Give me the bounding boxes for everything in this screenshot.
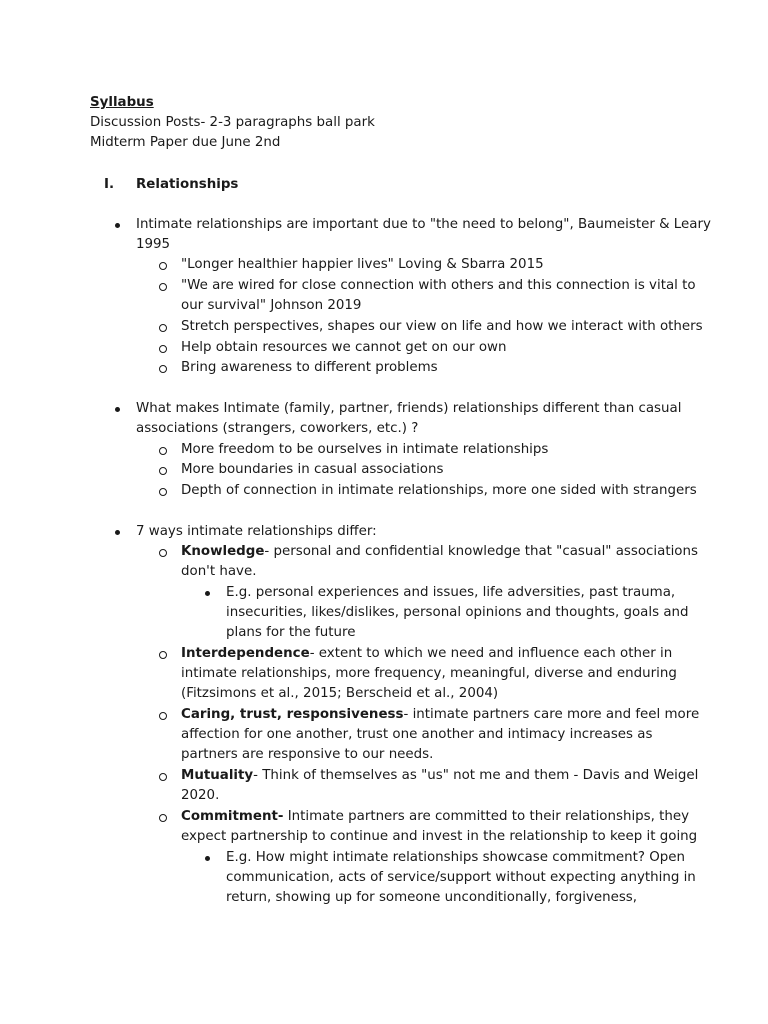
bullet-disc	[115, 223, 120, 228]
caring-term: Caring, trust, responsiveness	[181, 707, 404, 722]
commitment-example-cont: return, showing up for someone unconditionally, forgiveness,	[226, 890, 638, 905]
sub-bullet-circle	[159, 262, 167, 270]
section-numeral: I.	[104, 177, 115, 192]
commitment-cont: expect partnership to continue and invest in the relationship to keep it going	[181, 829, 698, 844]
sub-bullet-circle	[159, 365, 167, 373]
sub-item-cont: our survival" Johnson 2019	[181, 298, 362, 313]
sub-bullet-circle	[159, 345, 167, 353]
sub-bullet-circle	[159, 651, 167, 659]
interdependence-item	[181, 644, 672, 664]
knowledge-item	[181, 542, 698, 562]
knowledge-example-cont: insecurities, likes/dislikes, personal opinions and thoughts, goals and	[226, 605, 689, 620]
bullet-disc	[115, 407, 120, 412]
sub-bullet-circle	[159, 814, 167, 822]
knowledge-text: - personal and confidential knowledge that "casual" associations	[264, 544, 698, 559]
sub-item: "We are wired for close connection with others and this connection is vital to	[181, 278, 696, 293]
sub-bullet-circle	[159, 283, 167, 291]
sub-bullet-circle	[159, 549, 167, 557]
sub-bullet-circle	[159, 467, 167, 475]
discussion-posts-line: Discussion Posts- 2-3 paragraphs ball park	[90, 115, 375, 130]
sub-item: Stretch perspectives, shapes our view on life and how we interact with others	[181, 319, 703, 334]
sub-item: "Longer healthier happier lives" Loving & Sbarra 2015	[181, 257, 544, 272]
caring-item	[181, 705, 699, 725]
bullet-need-to-belong: Intimate relationships are important due to "the need to belong", Baumeister & Leary	[136, 217, 711, 232]
sub-bullet-circle	[159, 447, 167, 455]
knowledge-term: Knowledge	[181, 544, 265, 559]
bullet-intimate-vs-casual: What makes Intimate (family, partner, friends) relationships different than casual	[136, 401, 682, 416]
mutuality-text: - Think of themselves as "us" not me and them - Davis and Weigel	[253, 768, 699, 783]
commitment-example-cont: communication, acts of service/support without expecting anything in	[226, 870, 696, 885]
bullet-seven-ways: 7 ways intimate relationships differ:	[136, 524, 377, 539]
knowledge-cont: don't have.	[181, 564, 257, 579]
interdependence-text: - extent to which we need and influence each other in	[309, 646, 673, 661]
sub-item: Bring awareness to different problems	[181, 360, 438, 375]
sub-bullet-circle	[159, 712, 167, 720]
bullet-disc	[205, 856, 210, 861]
caring-text: - intimate partners care more and feel more	[403, 707, 700, 722]
mutuality-term: Mutuality	[181, 768, 254, 783]
sub-bullet-circle	[159, 324, 167, 332]
sub-item: Depth of connection in intimate relationships, more one sided with strangers	[181, 483, 697, 498]
commitment-text: Intimate partners are committed to their relationships, they	[283, 809, 690, 824]
bullet-disc	[205, 591, 210, 596]
caring-cont: affection for one another, trust one another and intimacy increases as	[181, 727, 653, 742]
interdependence-cont: (Fitzsimons et al., 2015; Berscheid et al., 2004)	[181, 686, 499, 701]
mutuality-item	[181, 766, 698, 786]
midterm-paper-line: Midterm Paper due June 2nd	[90, 135, 281, 150]
syllabus-heading: Syllabus	[90, 95, 154, 110]
commitment-term: Commitment-	[181, 809, 284, 824]
sub-item: Help obtain resources we cannot get on our own	[181, 340, 507, 355]
sub-bullet-circle	[159, 488, 167, 496]
knowledge-example: E.g. personal experiences and issues, life adversities, past trauma,	[226, 585, 676, 600]
mutuality-cont: 2020.	[181, 788, 220, 803]
commitment-item	[181, 807, 689, 827]
bullet-need-to-belong-cont: 1995	[136, 237, 171, 252]
interdependence-cont: intimate relationships, more frequency, meaningful, diverse and enduring	[181, 666, 677, 681]
knowledge-example-cont: plans for the future	[226, 625, 356, 640]
caring-cont: partners are responsive to our needs.	[181, 747, 434, 762]
sub-bullet-circle	[159, 773, 167, 781]
commitment-example: E.g. How might intimate relationships showcase commitment? Open	[226, 850, 685, 865]
section-title: Relationships	[136, 177, 239, 192]
bullet-intimate-vs-casual-cont: associations (strangers, coworkers, etc.) ?	[136, 421, 419, 436]
bullet-disc	[115, 530, 120, 535]
sub-item: More freedom to be ourselves in intimate relationships	[181, 442, 549, 457]
interdependence-term: Interdependence	[181, 646, 310, 661]
sub-item: More boundaries in casual associations	[181, 462, 444, 477]
